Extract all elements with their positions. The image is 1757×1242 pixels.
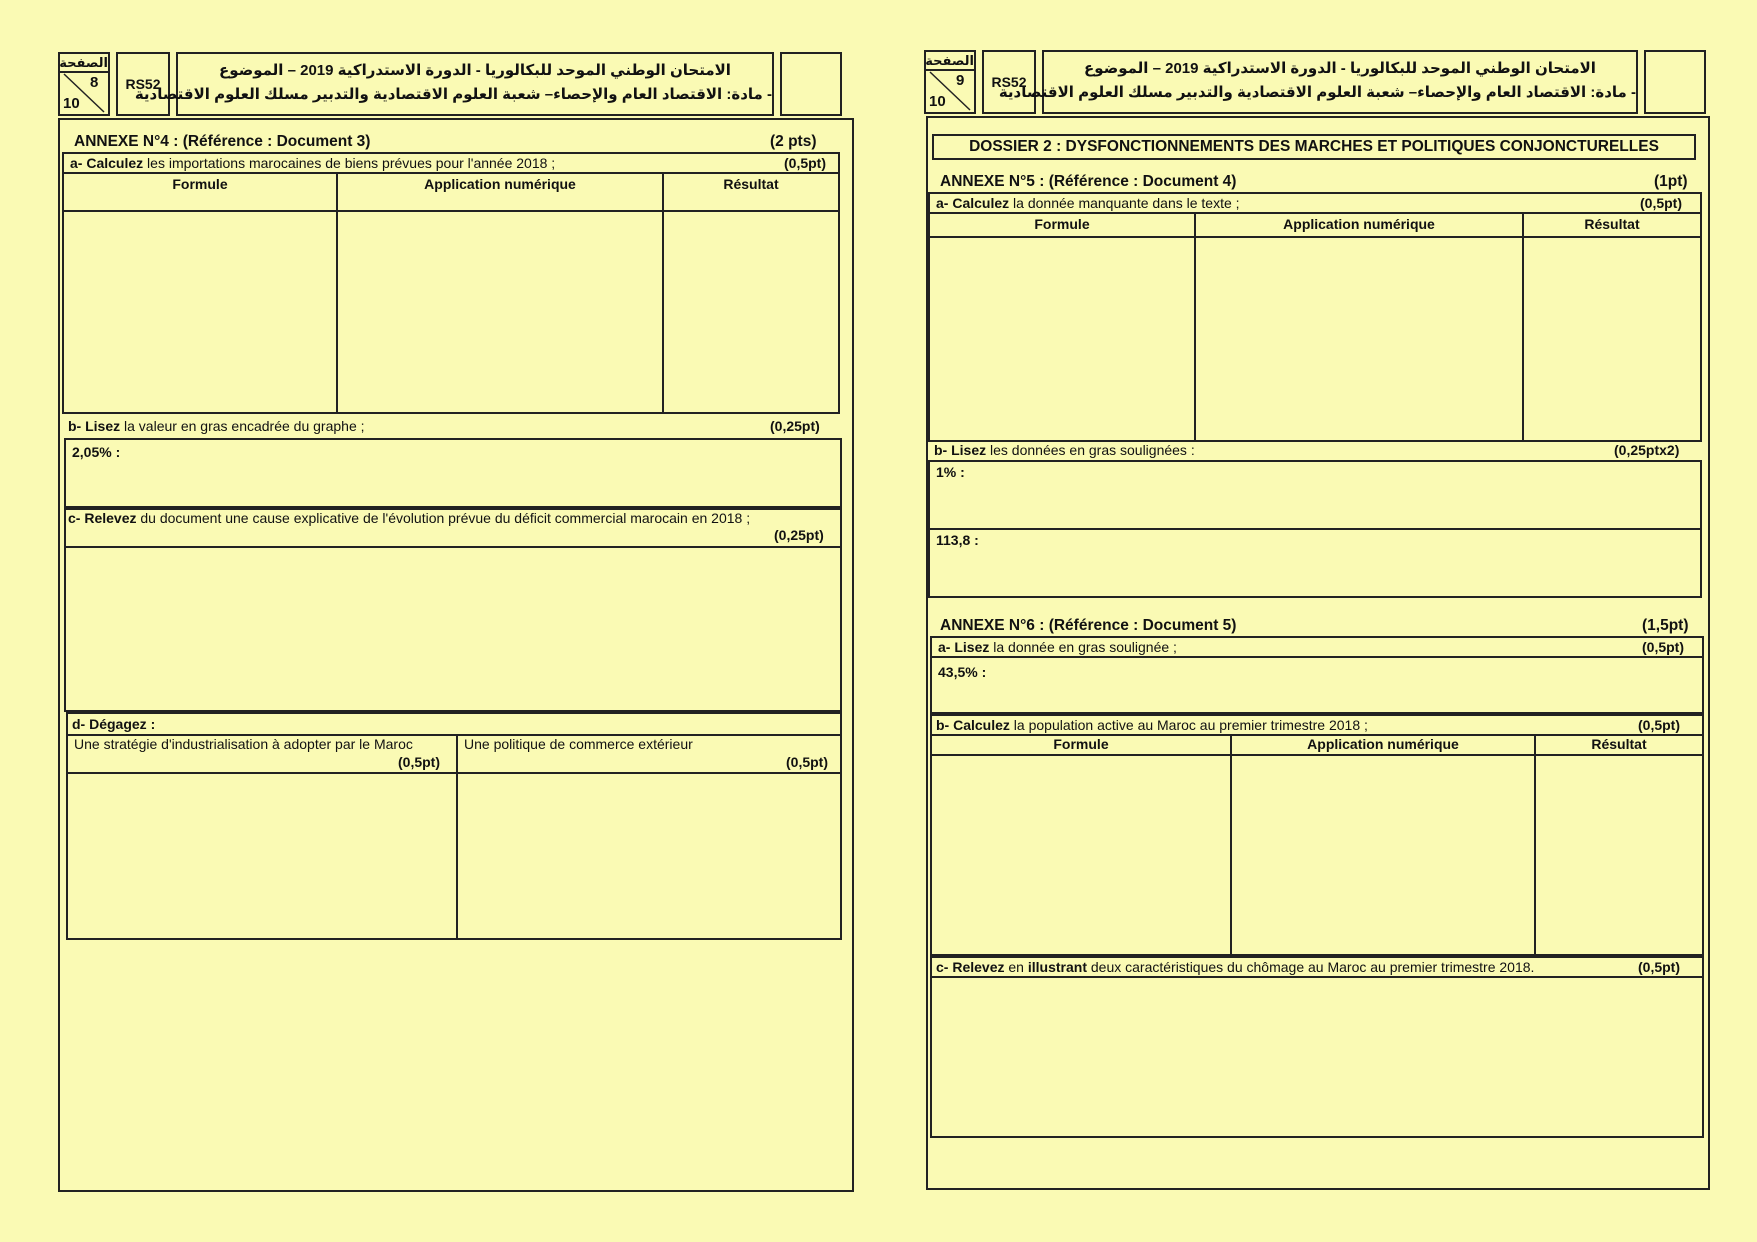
annexe5-b-box [928,460,1702,598]
page-number-right: 9 [956,72,965,89]
col-application: Application numérique [424,176,576,192]
annexe4-d-heading: d- Dégagez : [72,716,156,732]
annexe4-title: ANNEXE N°4 : (Référence : Document 3) [74,133,371,150]
annexe5-title: ANNEXE N°5 : (Référence : Document 4) [940,173,1237,190]
annexe6-b-points: (0,5pt) [1638,717,1680,733]
total-pages: 10 [63,95,80,112]
annexe6-a-instruction: a- Lisez la donnée en gras soulignée ; [938,639,1177,655]
annexe4-d-left-points: (0,5pt) [398,754,440,770]
annexe4-a-instruction: a- Calculez les importations marocaines de biens prévues pour l'année 2018 ; [70,155,556,171]
annexe4-points: (2 pts) [770,133,817,150]
annexe4-b-instruction: b- Lisez la valeur en gras encadrée du graphe ; [68,418,365,434]
annexe5-points: (1pt) [1654,173,1688,190]
page-number-box-right [924,50,976,114]
exam-code-right: RS52 [991,74,1027,90]
annexe4-c-instruction: c- Relevez du document une cause explicative de l'évolution prévue du déficit commercial marocain en 2018 ; [68,510,751,526]
annexe5-b-instruction: b- Lisez les données en gras soulignées : [934,442,1195,458]
annexe4-d-right-points: (0,5pt) [786,754,828,770]
col-application-5: Application numérique [1283,216,1435,232]
subject-line: - مادة: الاقتصاد العام والإحصاء– شعبة العلوم الاقتصادية والتدبير مسلك العلوم الاقتصادية [134,86,772,103]
exam-line: الامتحان الوطني الموحد للبكالوريا - الدورة الاستدراكية 2019 – الموضوع [219,62,731,79]
annexe6-c-points: (0,5pt) [1638,959,1680,975]
annexe5-b-item1: 1% : [936,464,965,480]
annexe6-points: (1,5pt) [1642,617,1689,634]
annexe6-c-instruction: c- Relevez en illustrant deux caractéristiques du chômage au Maroc au premier trimestre 2018. [936,959,1535,975]
annexe6-a-item: 43,5% : [938,664,987,680]
exam-line-right: الامتحان الوطني الموحد للبكالوريا - الدورة الاستدراكية 2019 – الموضوع [1084,60,1596,77]
annexe4-a-points: (0,5pt) [784,155,826,171]
col-formule-6: Formule [1053,736,1109,752]
annexe6-a-box [930,636,1704,714]
col-resultat: Résultat [723,176,779,192]
exam-code: RS52 [125,76,161,92]
annexe5-b-points: (0,25ptx2) [1614,442,1680,458]
annexe4-c-points: (0,25pt) [774,527,824,543]
annexe4-d-right-text: Une politique de commerce extérieur [464,736,693,752]
page-label: الصفحة [59,55,108,70]
col-formule-5: Formule [1034,216,1090,232]
col-application-6: Application numérique [1307,736,1459,752]
annexe6-b-table [930,714,1704,956]
annexe6-title: ANNEXE N°6 : (Référence : Document 5) [940,617,1237,634]
annexe5-a-points: (0,5pt) [1640,195,1682,211]
annexe6-c-box [930,956,1704,1138]
page-number: 8 [90,74,99,91]
annexe4-b-points: (0,25pt) [770,418,820,434]
annexe5-b-item2: 113,8 : [936,532,979,548]
col-formule: Formule [172,176,228,192]
annexe5-a-instruction: a- Calculez la donnée manquante dans le texte ; [936,195,1240,211]
annexe4-d-left-text: Une stratégie d'industrialisation à adopter par le Maroc [74,736,413,752]
dossier-title-box [932,134,1696,160]
code-box-right [982,50,1036,114]
total-pages-right: 10 [929,93,946,110]
annexe5-a-table [928,192,1702,442]
blank-box-right [1644,50,1706,114]
annexe6-a-points: (0,5pt) [1642,639,1684,655]
col-resultat-6: Résultat [1591,736,1647,752]
page-label-right: الصفحة [925,53,974,68]
dossier-title: DOSSIER 2 : DYSFONCTIONNEMENTS DES MARCHES ET POLITIQUES CONJONCTURELLES [969,138,1659,155]
subject-line-right: - مادة: الاقتصاد العام والإحصاء– شعبة العلوم الاقتصادية والتدبير مسلك العلوم الاقتصادية [998,84,1636,101]
annexe6-b-instruction: b- Calculez la population active au Maroc au premier trimestre 2018 ; [936,717,1368,733]
annexe4-b-item: 2,05% : [72,444,121,460]
col-resultat-5: Résultat [1584,216,1640,232]
